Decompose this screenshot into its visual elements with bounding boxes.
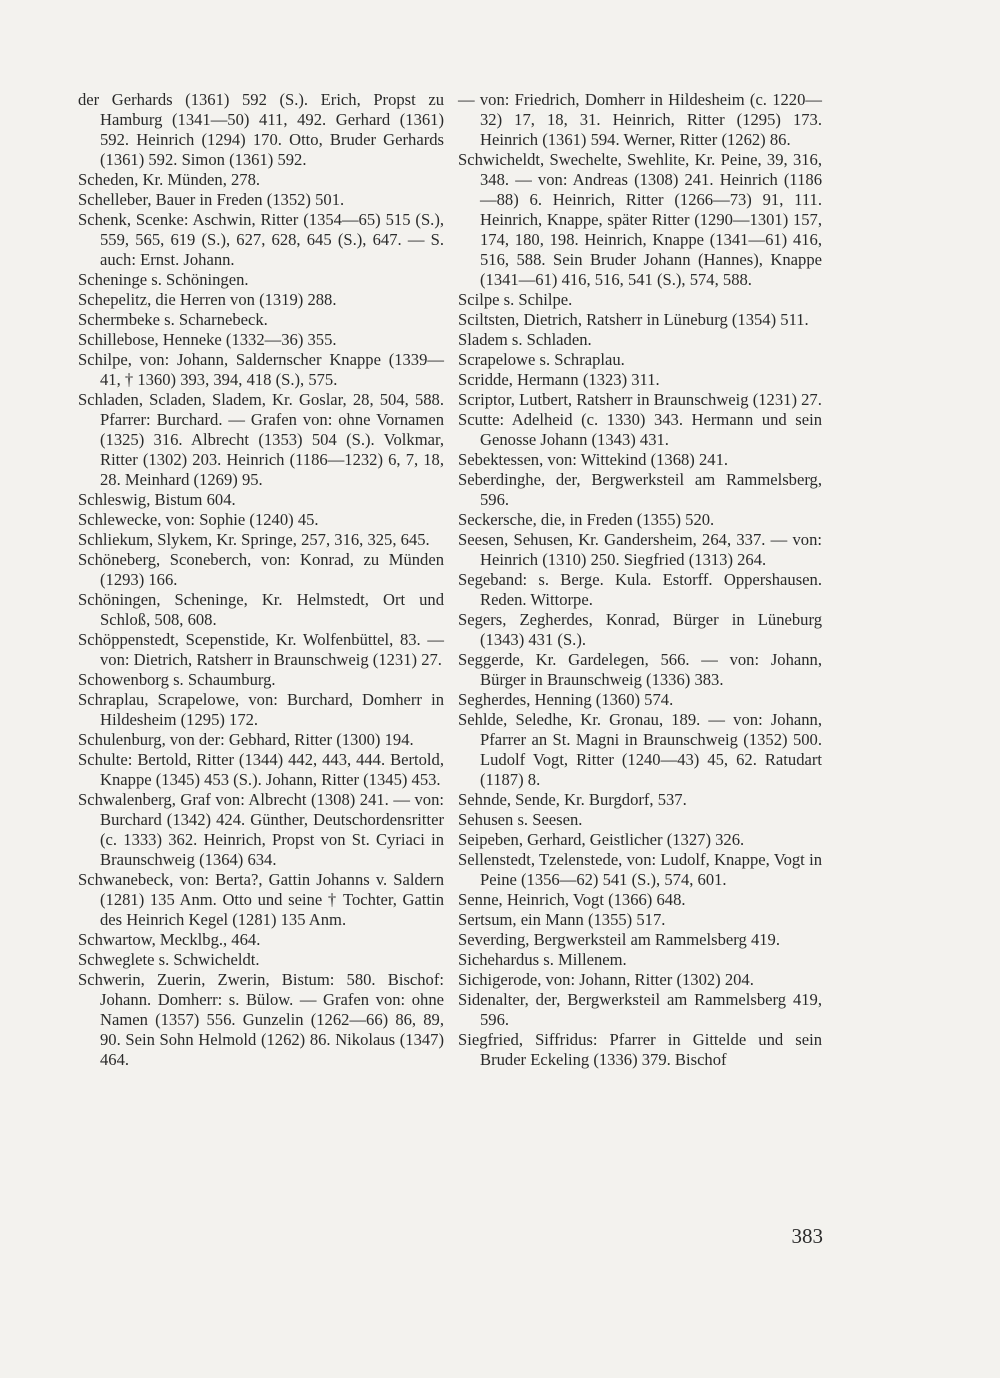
index-entry: Scrapelowe s. Schraplau. xyxy=(458,350,625,369)
index-entry: Segers, Zegherdes, Konrad, Bürger in Lüneburg (1343) 431 (S.). xyxy=(458,610,822,649)
index-entry: Schwalenberg, Graf von: Albrecht (1308) 241. — von: Burchard (1342) 424. Günther, Deutschordensritter (c. 1333) 362. Heinrich, Propst von St. Cyriaci in Braunschweig (1364) 634. xyxy=(78,790,444,869)
index-entry: Scridde, Hermann (1323) 311. xyxy=(458,370,660,389)
index-entry: Senne, Heinrich, Vogt (1366) 648. xyxy=(458,890,686,909)
index-entry: Seberdinghe, der, Bergwerksteil am Rammelsberg, 596. xyxy=(458,470,822,509)
index-entry: Scilpe s. Schilpe. xyxy=(458,290,573,309)
index-entry: Sellenstedt, Tzelenstede, von: Ludolf, Knappe, Vogt in Peine (1356—62) 541 (S.), 574, 601. xyxy=(458,850,822,889)
index-entry: Schöningen, Scheninge, Kr. Helmstedt, Ort und Schloß, 508, 608. xyxy=(78,590,444,629)
index-entry: Seckersche, die, in Freden (1355) 520. xyxy=(458,510,715,529)
index-entry: Scriptor, Lutbert, Ratsherr in Braunschweig (1231) 27. xyxy=(458,390,822,409)
index-entry: Sertsum, ein Mann (1355) 517. xyxy=(458,910,666,929)
index-entry: Segeband: s. Berge. Kula. Estorff. Oppershausen. Reden. Wittorpe. xyxy=(458,570,822,609)
index-entry: Sehnde, Sende, Kr. Burgdorf, 537. xyxy=(458,790,687,809)
index-entry: Sehlde, Seledhe, Kr. Gronau, 189. — von: Johann, Pfarrer an St. Magni in Braunschweig (1352) 500. Ludolf Vogt, Ritter (1240—43) 45, 62. Ratudart (1187) 8. xyxy=(458,710,822,789)
index-entry: Schöppenstedt, Scepenstide, Kr. Wolfenbüttel, 83. — von: Dietrich, Ratsherr in Braunschweig (1231) 27. xyxy=(78,630,444,669)
index-entry: Schleswig, Bistum 604. xyxy=(78,490,236,509)
index-entry: Seggerde, Kr. Gardelegen, 566. — von: Johann, Bürger in Braunschweig (1336) 383. xyxy=(458,650,822,689)
left-column xyxy=(78,90,444,1070)
right-column xyxy=(458,90,822,1070)
index-entry: Schulenburg, von der: Gebhard, Ritter (1300) 194. xyxy=(78,730,414,749)
index-entry: Schepelitz, die Herren von (1319) 288. xyxy=(78,290,337,309)
index-entry: Sebektessen, von: Wittekind (1368) 241. xyxy=(458,450,729,469)
index-entry: Sladem s. Schladen. xyxy=(458,330,592,349)
page-number: 383 xyxy=(791,1224,823,1248)
index-entry: — von: Friedrich, Domherr in Hildesheim (c. 1220—32) 17, 18, 31. Heinrich, Ritter (1295) 173. Heinrich (1361) 594. Werner, Ritter (1262) 86. xyxy=(458,90,822,149)
index-entry: Schilpe, von: Johann, Saldernscher Knappe (1339—41, † 1360) 393, 394, 418 (S.), 575. xyxy=(78,350,444,389)
index-entry: Schöneberg, Sconeberch, von: Konrad, zu Münden (1293) 166. xyxy=(78,550,444,589)
index-entry: Sichehardus s. Millenem. xyxy=(458,950,627,969)
index-entry: Sciltsten, Dietrich, Ratsherr in Lüneburg (1354) 511. xyxy=(458,310,809,329)
index-entry: Schwerin, Zuerin, Zwerin, Bistum: 580. Bischof: Johann. Domherr: s. Bülow. — Grafen von: ohne Namen (1357) 556. Gunzelin (1262—66) 86, 89, 90. Sein Sohn Helmold (1262) 86. Nikolaus (1347) 464. xyxy=(78,970,444,1069)
index-entry: Sidenalter, der, Bergwerksteil am Rammelsberg 419, 596. xyxy=(458,990,822,1029)
index-entry: Schermbeke s. Scharnebeck. xyxy=(78,310,268,329)
index-entry: Sehusen s. Seesen. xyxy=(458,810,583,829)
index-entry: Severding, Bergwerksteil am Rammelsberg 419. xyxy=(458,930,780,949)
index-entry: der Gerhards (1361) 592 (S.). Erich, Propst zu Hamburg (1341—50) 411, 492. Gerhard (1361) 592. Heinrich (1294) 170. Otto, Bruder Gerhards (1361) 592. Simon (1361) 592. xyxy=(78,90,444,169)
index-entry: Schulte: Bertold, Ritter (1344) 442, 443, 444. Bertold, Knappe (1345) 453 (S.). Johann, Ritter (1345) 453. xyxy=(78,750,444,789)
index-entry: Schwicheldt, Swechelte, Swehlite, Kr. Peine, 39, 316, 348. — von: Andreas (1308) 241. Heinrich (1186—88) 6. Heinrich, Ritter (1266—73) 91, 111. Heinrich, Knappe, später Ritter (1290—1301) 157, 174, 180, 198. Heinrich, Knappe (1341—61) 416, 516, 588. Sein Bruder Johann (Hannes), Knappe (1341—61) 416, 516, 541 (S.), 574, 588. xyxy=(458,150,822,289)
index-entry: Schwanebeck, von: Berta?, Gattin Johanns v. Saldern (1281) 135 Anm. Otto und seine † Tochter, Gattin des Heinrich Kegel (1281) 135 Anm. xyxy=(78,870,444,929)
index-entry: Schowenborg s. Schaumburg. xyxy=(78,670,276,689)
index-entry: Siegfried, Siffridus: Pfarrer in Gittelde und sein Bruder Eckeling (1336) 379. Bischof xyxy=(458,1030,822,1069)
index-entry: Scutte: Adelheid (c. 1330) 343. Hermann und sein Genosse Johann (1343) 431. xyxy=(458,410,822,449)
index-entry: Seipeben, Gerhard, Geistlicher (1327) 326. xyxy=(458,830,745,849)
index-entry: Schladen, Scladen, Sladem, Kr. Goslar, 28, 504, 588. Pfarrer: Burchard. — Grafen von: ohne Vornamen (1325) 316. Albrecht (1353) 504 (S.). Volkmar, Ritter (1302) 203. Heinrich (1186—1232) 6, 7, 18, 28. Meinhard (1269) 95. xyxy=(78,390,444,489)
index-entry: Sichigerode, von: Johann, Ritter (1302) 204. xyxy=(458,970,754,989)
index-entry: Schliekum, Slykem, Kr. Springe, 257, 316, 325, 645. xyxy=(78,530,430,549)
index-entry: Schenk, Scenke: Aschwin, Ritter (1354—65) 515 (S.), 559, 565, 619 (S.), 627, 628, 645 (S.), 647. — S. auch: Ernst. Johann. xyxy=(78,210,444,269)
index-entry: Schweglete s. Schwicheldt. xyxy=(78,950,260,969)
index-entry: Schwartow, Mecklbg., 464. xyxy=(78,930,261,949)
index-entry: Scheden, Kr. Münden, 278. xyxy=(78,170,261,189)
index-entry: Schlewecke, von: Sophie (1240) 45. xyxy=(78,510,319,529)
index-entry: Seesen, Sehusen, Kr. Gandersheim, 264, 337. — von: Heinrich (1310) 250. Siegfried (1313) 264. xyxy=(458,530,822,569)
index-entry: Schillebose, Henneke (1332—36) 355. xyxy=(78,330,337,349)
index-entry: Schraplau, Scrapelowe, von: Burchard, Domherr in Hildesheim (1295) 172. xyxy=(78,690,444,729)
index-entry: Schelleber, Bauer in Freden (1352) 501. xyxy=(78,190,345,209)
index-entry: Segherdes, Henning (1360) 574. xyxy=(458,690,674,709)
index-entry: Scheninge s. Schöningen. xyxy=(78,270,249,289)
